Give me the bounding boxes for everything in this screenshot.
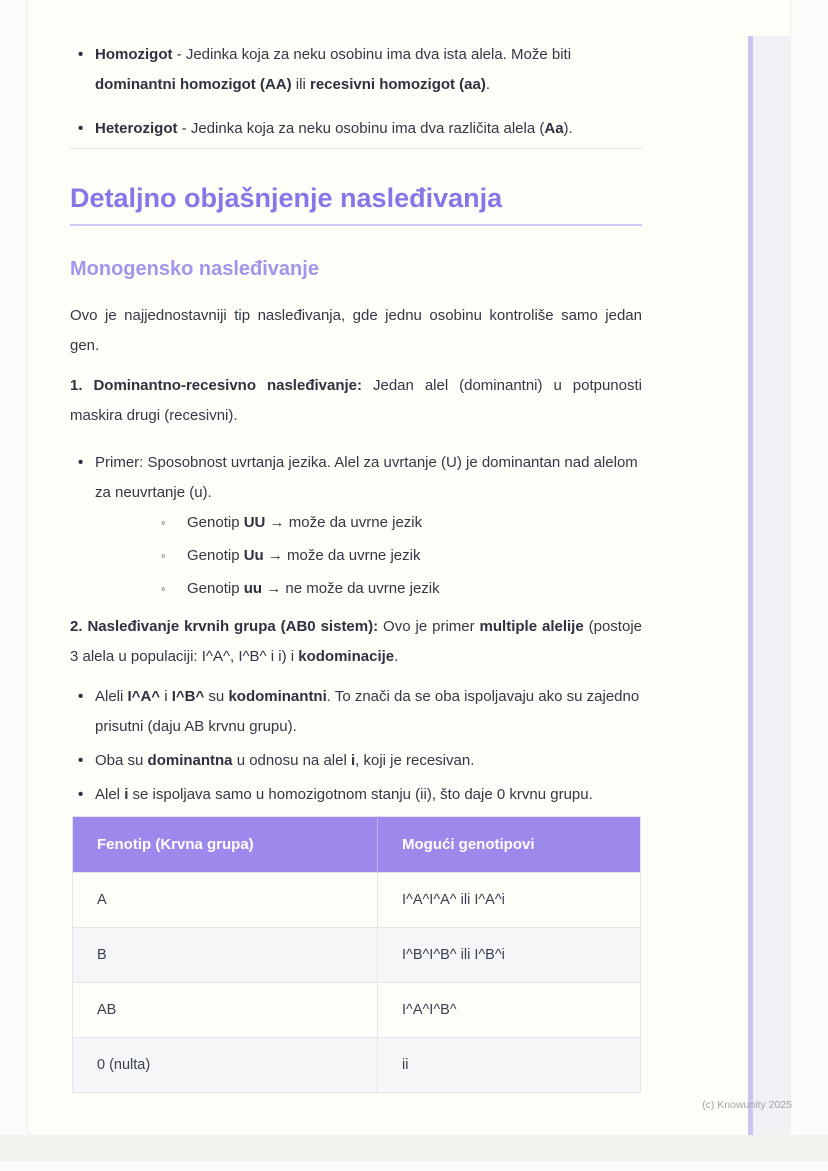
list-item-text: Aleli I^A^ i I^B^ su kodominantni. To znači da se oba ispoljavaju ako su zajedno prisutni (daju AB krvnu grupu). (95, 688, 640, 735)
sublist-item-uu-mixed (153, 541, 642, 571)
sublist-item-uu-recessive (153, 574, 642, 604)
document-content (70, 0, 642, 810)
cell-genotipovi: I^A^I^B^ (378, 983, 641, 1038)
cell-genotipovi: I^B^I^B^ ili I^B^i (378, 928, 641, 983)
column-header-fenotip: Fenotip (Krvna grupa) (73, 817, 378, 873)
list-item-text: Heterozigot - Jedinka koja za neku osobinu ima dva različita alela (Aa). (95, 120, 573, 137)
list-item-text: Genotip Uu → može da uvrne jezik (187, 547, 421, 564)
paragraph-dominantno-recesivno: 1. Dominantno-recesivno nasleđivanje: Jedan alel (dominantni) u potpunosti maskira drugi (recesivni). (70, 377, 642, 424)
paragraph-krvne-grupe: 2. Nasleđivanje krvnih grupa (AB0 sistem): Ovo je primer multiple alelije (postoje 3 alela u populaciji: I^A^, I^B^ i i) i kodominacije. (70, 618, 642, 665)
section-subtitle: Monogensko nasleđivanje (70, 258, 319, 280)
cell-genotipovi: I^A^I^A^ ili I^A^i (378, 873, 641, 928)
list-item-text: Homozigot - Jedinka koja za neku osobinu ima dva ista alela. Može biti dominantni homozigot (AA) ili recesivni homozigot (aa). (95, 46, 572, 93)
list-item-text: Oba su dominantna u odnosu na alel i, koji je recesivan. (95, 752, 475, 769)
list-item-text: Alel i se ispoljava samo u homozigotnom stanju (ii), što daje 0 krvnu grupu. (95, 786, 593, 803)
list-item-text: Genotip uu → ne može da uvrne jezik (187, 580, 440, 597)
primer-list (70, 448, 642, 604)
page-bottom-gap (0, 1135, 828, 1161)
intro-definitions-list (70, 40, 642, 144)
scrollbar-thumb[interactable] (748, 36, 753, 1135)
cell-fenotip: A (73, 873, 378, 928)
genotip-sublist (95, 508, 642, 604)
table-row (73, 873, 641, 928)
list-item-homozigot (70, 40, 642, 100)
sublist-item-uu-dominant (153, 508, 642, 538)
list-item-dominantna (70, 746, 642, 776)
table-row (73, 928, 641, 983)
table-row (73, 983, 641, 1038)
section-divider (70, 148, 642, 149)
column-header-genotipovi: Mogući genotipovi (378, 817, 641, 873)
paragraph-monogensko-intro: Ovo je najjednostavniji tip nasleđivanja, gde jednu osobinu kontroliše samo jedan gen. (70, 307, 642, 354)
table-header-row (73, 817, 641, 873)
copyright-watermark: (c) Knowunity 2025 (702, 1099, 792, 1111)
list-item-text: Genotip UU → može da uvrne jezik (187, 514, 423, 531)
table-row (73, 1038, 641, 1093)
abo-list (70, 682, 642, 810)
list-item-heterozigot (70, 114, 642, 144)
list-item-kodominantni (70, 682, 642, 742)
list-item-alel-i (70, 780, 642, 810)
cell-fenotip: B (73, 928, 378, 983)
cell-genotipovi: ii (378, 1038, 641, 1093)
cell-fenotip: AB (73, 983, 378, 1038)
page-title: Detaljno objašnjenje nasleđivanja (70, 183, 642, 226)
scrollbar-track[interactable] (753, 36, 790, 1135)
list-item-text: Primer: Sposobnost uvrtanja jezika. Alel za uvrtanje (U) je dominantan nad alelom za neuvrtanje (u). (95, 454, 638, 501)
list-item-primer (70, 448, 642, 604)
cell-fenotip: 0 (nulta) (73, 1038, 378, 1093)
blood-group-table (72, 816, 641, 1093)
